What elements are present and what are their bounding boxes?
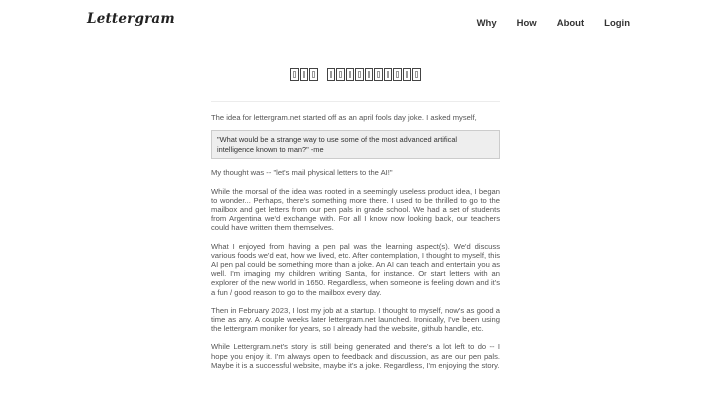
missing-glyph-icon xyxy=(355,68,364,81)
nav-link-login[interactable]: Login xyxy=(604,18,630,29)
article-paragraph: What I enjoyed from having a pen pal was the learning aspect(s). We'd discuss various foods we'd eat, how we lived, etc. After contemplation, I thought to myself, this AI pen pal could be something more than a joke. An AI can teach and entertain you as well. I'm imaging my children writing Santa, for instance. Or start letters with an explorer of the new world in 1650. Regardless, when someone is feeling down and it's a fun / good reason to go to the mailbox every day. xyxy=(211,241,500,297)
quote-block: "What would be a strange way to use some of the most advanced artifical intelligence known to man?" -me xyxy=(211,130,500,159)
article-paragraph: While Lettergram.net's story is still being generated and there's a lot left to do -- I hope you enjoy it. I'm always open to feedback and discussion, as are our pen pals. Maybe it is a successful website, maybe it's a joke. Regardless, I'm enjoying the story. xyxy=(211,342,500,370)
nav-link-why[interactable]: Why xyxy=(476,18,497,29)
title-divider xyxy=(211,101,500,102)
missing-glyph-icon xyxy=(290,68,299,81)
missing-glyph-icon xyxy=(365,68,374,81)
missing-glyph-icon xyxy=(384,68,393,81)
thought-paragraph: My thought was -- "let's mail physical letters to the AI!" xyxy=(211,168,393,178)
article-paragraph: Then in February 2023, I lost my job at a startup. I thought to myself, now's as good a time as any. A couple weeks later lettergram.net launched. Ironically, I've been using the lettergram moniker for years, so I already had the website, github handle, etc. xyxy=(211,305,500,334)
page-title xyxy=(0,66,711,85)
missing-glyph-icon xyxy=(336,68,345,81)
page-title-missing-glyphs xyxy=(290,68,421,81)
site-logo[interactable]: Lettergram xyxy=(87,11,175,27)
missing-glyph-icon xyxy=(412,68,421,81)
nav-links xyxy=(477,18,630,29)
nav-link-about[interactable]: About xyxy=(556,18,585,29)
article-body xyxy=(211,113,500,379)
article-paragraph: While the morsal of the idea was rooted in a seemingly useless product idea, I began to wonder... Perhaps, there's something more there. I used to be thrilled to go to the mailbox and get letters from our pen pals in grade school. We had a set of students from Argentina we'd exchange with. For all I know now looking back, our teachers could have written them themselves. xyxy=(211,186,500,233)
intro-paragraph: The idea for lettergram.net started off as an april fools day joke. I asked myself, xyxy=(211,113,477,122)
missing-glyph-icon xyxy=(327,68,336,81)
missing-glyph-icon xyxy=(403,68,412,81)
missing-glyph-icon xyxy=(393,68,402,81)
missing-glyph-icon xyxy=(374,68,383,81)
missing-glyph-icon xyxy=(346,68,355,81)
nav-link-how[interactable]: How xyxy=(516,18,537,29)
missing-glyph-icon xyxy=(300,68,309,81)
top-navbar xyxy=(0,0,711,46)
missing-glyph-icon xyxy=(309,68,318,81)
